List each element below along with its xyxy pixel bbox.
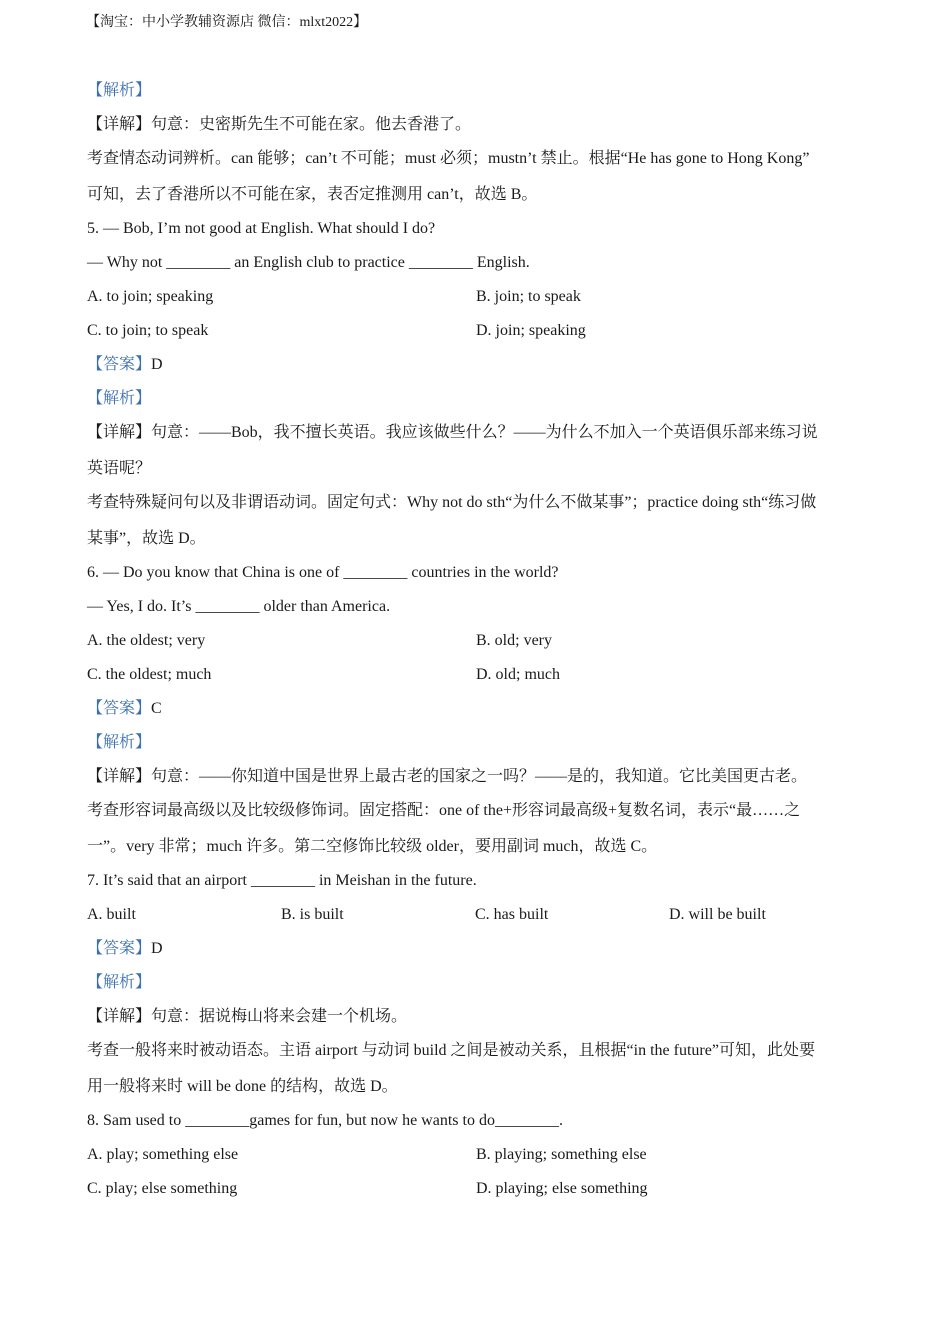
options-row (87, 902, 867, 936)
option-b: B. playing; something else (476, 1146, 647, 1163)
explanation-line: 可知，去了香港所以不可能在家，表否定推测用 can’t，故选 B。 (87, 186, 538, 203)
explanation-line: 考查形容词最高级以及比较级修饰词。固定搭配：one of the+形容词最高级+复数名词，表示“最……之 (87, 802, 801, 819)
answer-value: D (151, 940, 163, 957)
option-d: D. playing; else something (476, 1180, 648, 1197)
option-d: D. join; speaking (476, 322, 586, 339)
explanation-line: 某事”，故选 D。 (87, 530, 206, 547)
answer-line (87, 352, 867, 386)
answer-value: D (151, 356, 163, 373)
option-c: C. play; else something (87, 1180, 238, 1197)
options-row (87, 318, 867, 352)
answer-tag: 【答案】 (87, 700, 152, 717)
option-a: A. play; something else (87, 1146, 239, 1163)
options-row (87, 628, 867, 662)
explanation-line: 用一般将来时 will be done 的结构，故选 D。 (87, 1078, 398, 1095)
document-content (87, 78, 867, 1210)
option-b: B. is built (281, 906, 344, 923)
page-header: 【淘宝：中小学教辅资源店 微信：mlxt2022】 (86, 15, 368, 30)
explanation-line: 考查情态动词辨析。can 能够；can’t 不可能；must 必须；mustn’t 禁止。根据“He has gone to Hong Kong” (87, 150, 810, 167)
option-d: D. old; much (476, 666, 560, 683)
options-row (87, 1142, 867, 1176)
options-row (87, 662, 867, 696)
option-b: B. join; to speak (476, 288, 581, 305)
explanation-line: 考查一般将来时被动语态。主语 airport 与动词 build 之间是被动关系，且根据“in the future”可知，此处要 (87, 1042, 815, 1059)
answer-tag: 【答案】 (87, 940, 152, 957)
detail-line: 【详解】句意：据说梅山将来会建一个机场。 (87, 1008, 408, 1025)
option-c: C. has built (475, 906, 549, 923)
detail-line: 【详解】句意：——你知道中国是世界上最古老的国家之一吗？——是的，我知道。它比美国更古老。 (87, 768, 808, 785)
answer-line (87, 696, 867, 730)
option-d: D. will be built (669, 906, 766, 923)
option-c: C. to join; to speak (87, 322, 209, 339)
option-a: A. built (87, 906, 136, 923)
answer-value: C (151, 700, 162, 717)
question-stem: 8. Sam used to ________games for fun, but now he wants to do________. (87, 1112, 563, 1129)
analysis-tag: 【解析】 (87, 974, 152, 991)
option-a: A. the oldest; very (87, 632, 206, 649)
explanation-line: 考查特殊疑问句以及非谓语动词。固定句式：Why not do sth“为什么不做某事”；practice doing sth“练习做 (87, 494, 817, 511)
question-stem: — Yes, I do. It’s ________ older than America. (87, 598, 391, 615)
options-row (87, 1176, 867, 1210)
answer-line (87, 936, 867, 970)
question-stem: — Why not ________ an English club to practice ________ English. (87, 254, 530, 271)
analysis-tag: 【解析】 (87, 390, 152, 407)
detail-line: 英语呢？ (87, 460, 152, 477)
analysis-tag: 【解析】 (87, 734, 152, 751)
question-stem: 6. — Do you know that China is one of ________ countries in the world? (87, 564, 559, 581)
analysis-tag: 【解析】 (87, 82, 152, 99)
explanation-line: 一”。very 非常；much 许多。第二空修饰比较级 older，要用副词 much，故选 C。 (87, 838, 658, 855)
question-stem: 7. It’s said that an airport ________ in Meishan in the future. (87, 872, 477, 889)
options-row (87, 284, 867, 318)
detail-line: 【详解】句意：史密斯先生不可能在家。他去香港了。 (87, 116, 472, 133)
detail-line: 【详解】句意：——Bob，我不擅长英语。我应该做些什么？——为什么不加入一个英语俱乐部来练习说 (87, 424, 818, 441)
question-stem: 5. — Bob, I’m not good at English. What should I do? (87, 220, 436, 237)
option-a: A. to join; speaking (87, 288, 214, 305)
option-c: C. the oldest; much (87, 666, 212, 683)
option-b: B. old; very (476, 632, 552, 649)
answer-tag: 【答案】 (87, 356, 152, 373)
